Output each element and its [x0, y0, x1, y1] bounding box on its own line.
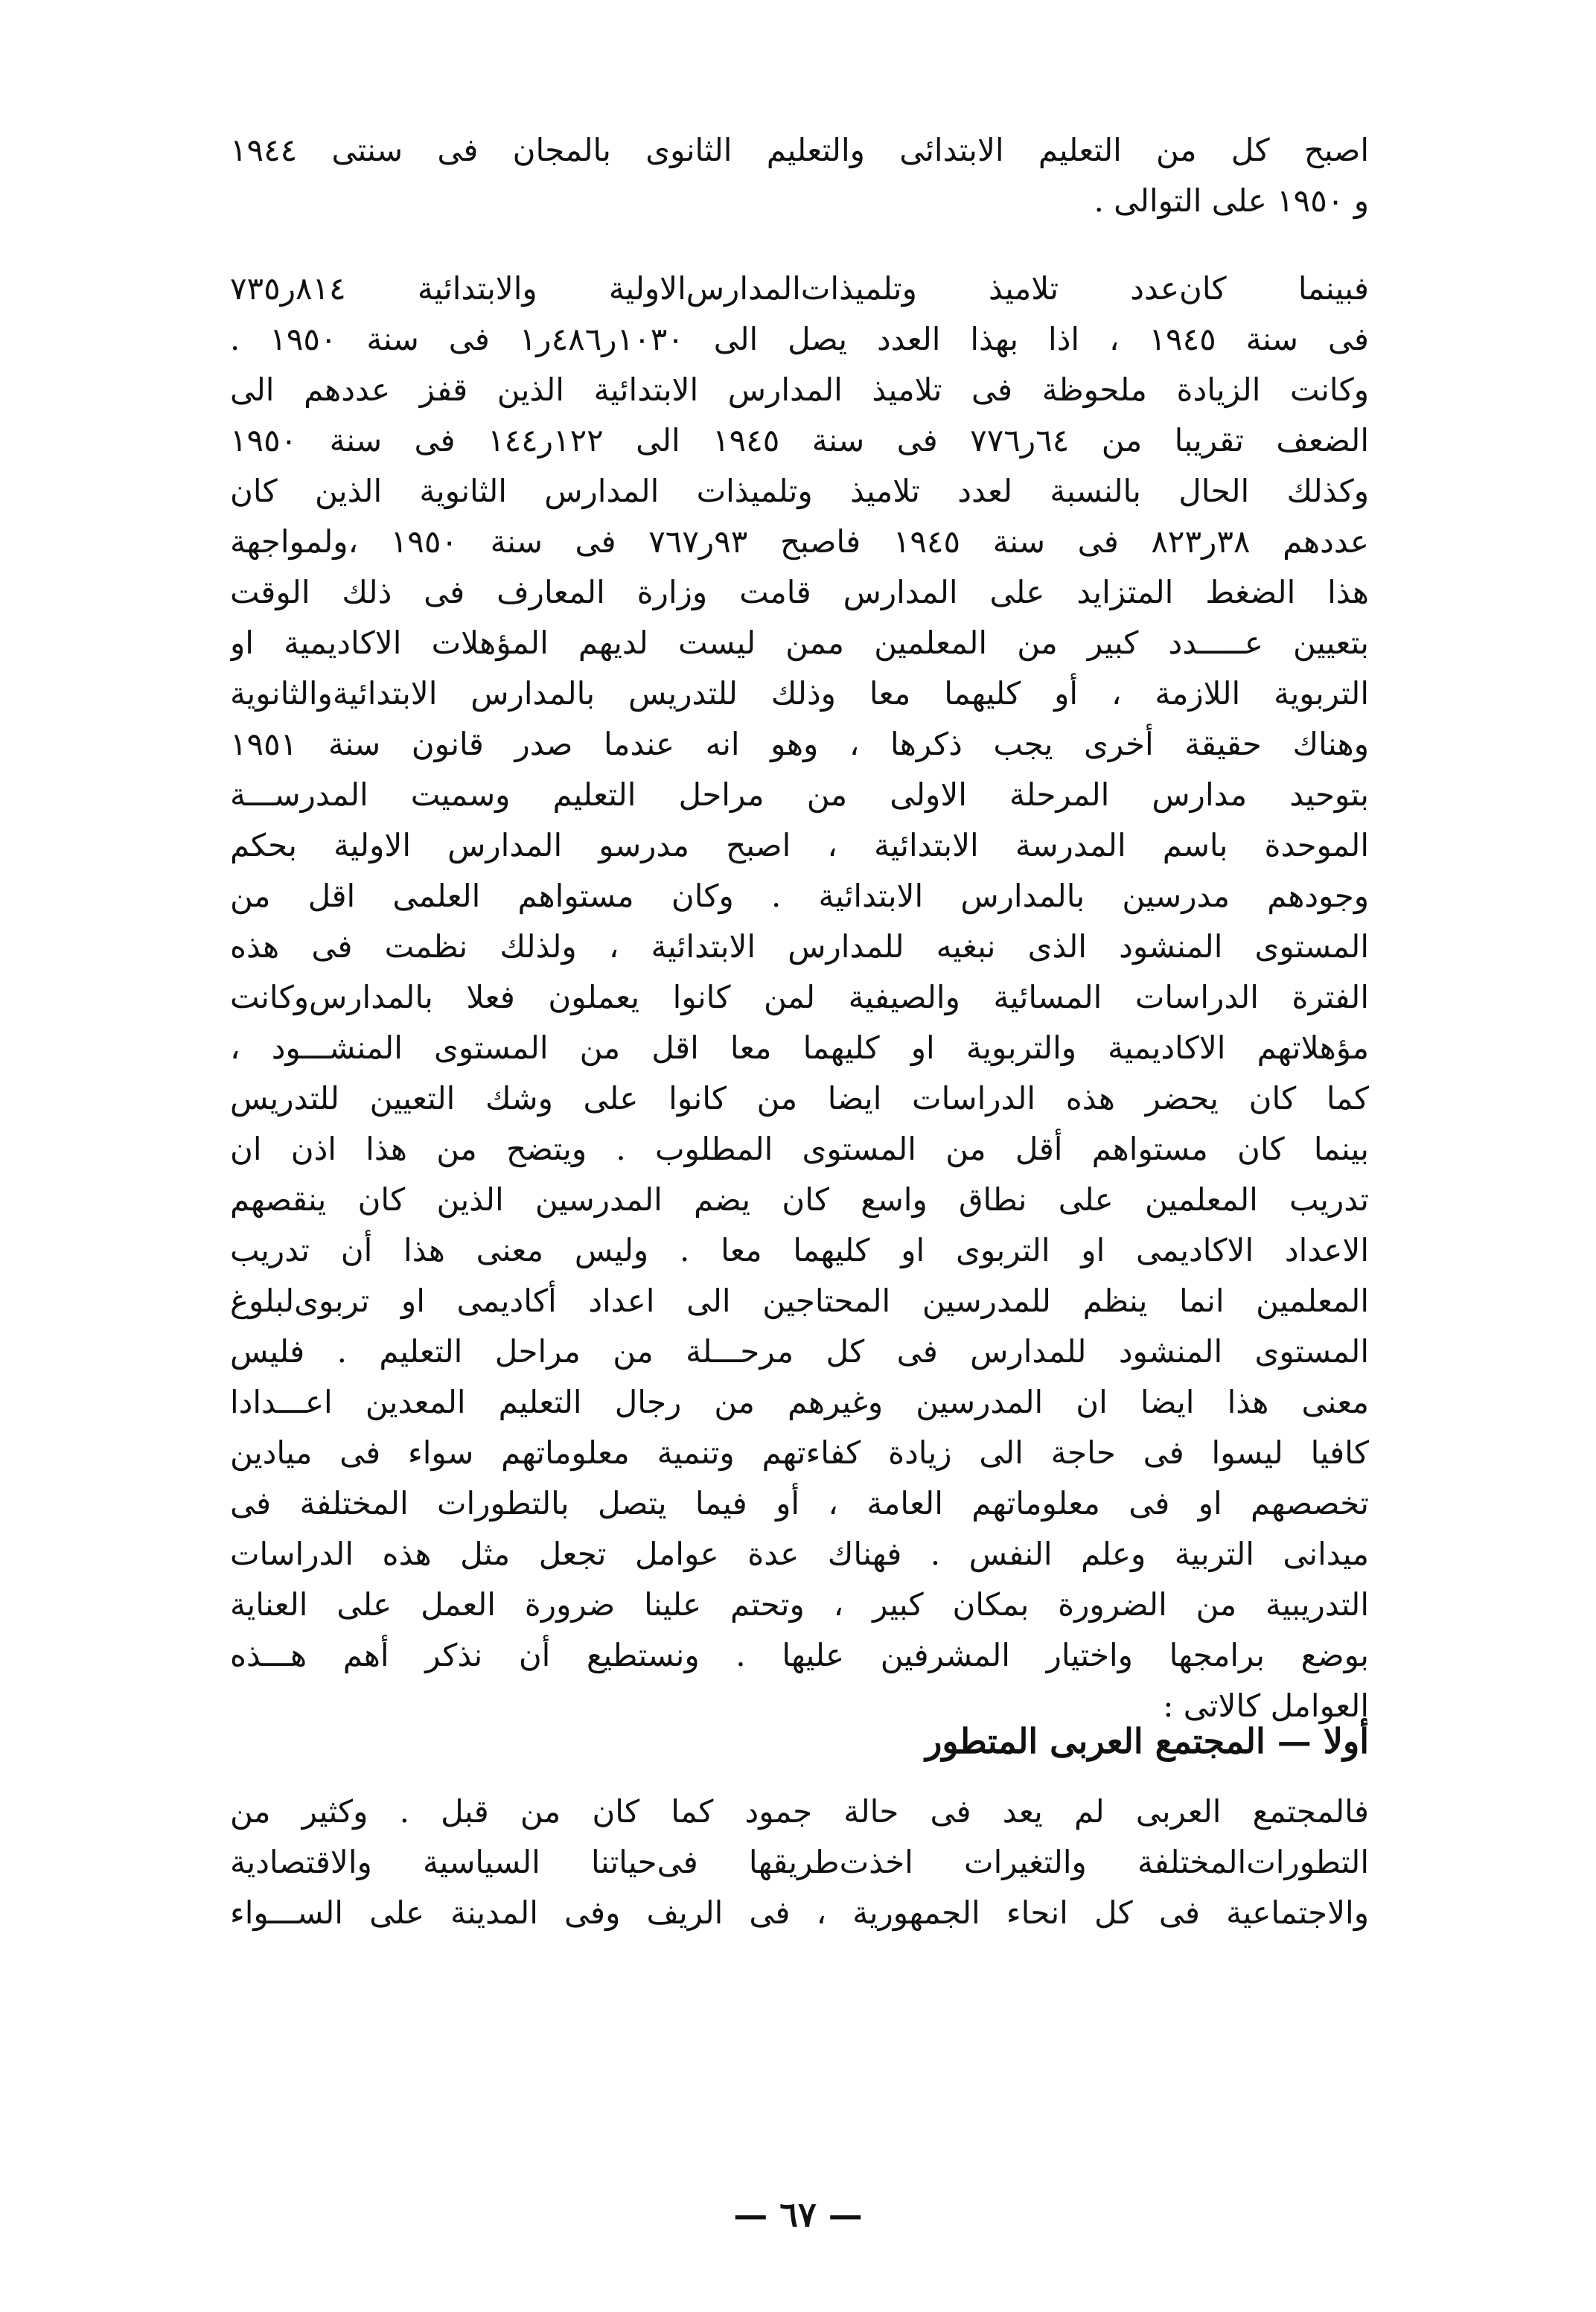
text-line: والاجتماعية فى كل انحاء الجمهورية ، فى الريف وفى المدينة على الســـواء: [230, 1894, 1369, 1931]
text-line: التربوية اللازمة ، أو كليهما معا وذلك للتدريس بالمدارس الابتدائية‌والثانوية: [230, 675, 1369, 712]
text-line: معنى هذا ايضا ان المدرسين وغيرهم من رجال التعليم المعدين اعـــدادا: [230, 1384, 1369, 1420]
text-line: هذا الضغط المتزايد على المدارس قامت وزارة المعارف فى ذلك الوقت: [230, 574, 1369, 610]
section-heading: أولا — المجتمع العربى المتطور: [925, 1721, 1369, 1761]
text-line: العوامل كالاتى :: [1163, 1687, 1369, 1724]
text-line: وجودهم مدرسين بالمدارس الابتدائية . وكان مستواهم العلمى اقل من: [230, 878, 1369, 914]
text-line: بتعيين عـــــدد كبير من المعلمين ممن ليست لديهم المؤهلات الاكاديمية او: [230, 625, 1369, 661]
text-line: تخصصهم او فى معلوماتهم العامة ، أو فيما يتصل بالتطورات المختلفة فى: [230, 1485, 1369, 1521]
text-line: الاعداد الاكاديمى او التربوى او كليهما معا . وليس معنى هذا أن تدريب: [230, 1232, 1369, 1268]
text-line: تدريب المعلمين على نطاق واسع كان يضم المدرسين الذين كان ينقصهم: [230, 1181, 1369, 1218]
text-line: الفترة الدراسات المسائية والصيفية لمن كانوا يعملون فعلا بالمدارس‌وكانت: [230, 979, 1369, 1015]
text-line: التدريبية من الضرورة بمكان كبير ، وتحتم علينا ضرورة العمل على العناية: [230, 1586, 1369, 1623]
text-line: المستوى المنشود الذى نبغيه للمدارس الابتدائية ، ولذلك نظمت فى هذه: [230, 928, 1369, 965]
page-number: — ٦٧ —: [733, 2194, 863, 2235]
text-line: التطورات‌المختلفة والتغيرات اخذت‌طريقها فى‌حياتنا السياسية والاقتصادية: [230, 1844, 1369, 1880]
body-paragraph: [230, 264, 1369, 1731]
text-line: مؤهلاتهم الاكاديمية والتربوية او كليهما معا اقل من المستوى المنشـــود ،: [230, 1029, 1369, 1066]
text-line: فى سنة ١٩٤٥ ، اذا بهذا العدد يصل الى ١٠٣٠ر٤٨٦ر١ فى سنة ١٩٥٠ .: [230, 321, 1369, 357]
text-line: الموحدة باسم المدرسة الابتدائية ، اصبح مدرسو المدارس الاولية بحكم: [230, 827, 1369, 863]
text-line: فبينما كان‌عدد تلاميذ وتلميذات‌المدارس‌الاولية والابتدائية ٨١٤ر٧٣٥: [230, 270, 1369, 307]
body-paragraph: [230, 1786, 1369, 1938]
text-line: المعلمين انما ينظم للمدرسين المحتاجين الى اعداد أكاديمى او تربوى‌لبلوغ: [230, 1283, 1369, 1319]
text-line: الضعف تقريبا من ٦٤ر٧٧٦ فى سنة ١٩٤٥ الى ١٢٢ر١٤٤ فى سنة ١٩٥٠: [230, 422, 1369, 459]
text-line: بينما كان مستواهم أقل من المستوى المطلوب . ويتضح من هذا اذن ان: [230, 1131, 1369, 1167]
text-line: عددهم ٣٨ر٨٢٣ فى سنة ١٩٤٥ فاصبح ٩٣ر٧٦٧ فى سنة ١٩٥٠ ،ولمواجهة: [230, 523, 1369, 560]
text-line: اصبح كل من التعليم الابتدائى والتعليم الثانوى بالمجان فى سنتى ١٩٤٤: [230, 132, 1369, 168]
intro-paragraph: [230, 125, 1369, 226]
text-line: وكانت الزيادة ملحوظة فى تلاميذ المدارس الابتدائية الذين قفز عددهم الى: [230, 371, 1369, 408]
text-line: و ١٩٥٠ على التوالى .: [1094, 182, 1369, 219]
text-line: وكذلك الحال بالنسبة لعدد تلاميذ وتلميذات المدارس الثانوية الذين كان: [230, 473, 1369, 509]
text-line: فالمجتمع العربى لم يعد فى حالة جمود كما كان من قبل . وكثير من: [230, 1793, 1369, 1830]
text-line: كما كان يحضر هذه الدراسات ايضا من كانوا على وشك التعيين للتدريس: [230, 1080, 1369, 1117]
text-line: المستوى المنشود للمدارس فى كل مرحـــلة من مراحل التعليم . فليس: [230, 1333, 1369, 1370]
text-line: كافيا ليسوا فى حاجة الى زيادة كفاءتهم وتنمية معلوماتهم سواء فى ميادين: [230, 1434, 1369, 1471]
text-line: ميدانى التربية وعلم النفس . فهناك عدة عوامل تجعل مثل هذه الدراسات: [230, 1536, 1369, 1572]
text-line: بوضع برامجها واختيار المشرفين عليها . ونستطيع أن نذكر أهم هـــذه: [230, 1637, 1369, 1673]
text-line: وهناك حقيقة أخرى يجب ذكرها ، وهو انه عندما صدر قانون سنة ١٩٥١: [230, 726, 1369, 762]
text-line: بتوحيد مدارس المرحلة الاولى من مراحل التعليم وسميت المدرســـة: [230, 776, 1369, 813]
